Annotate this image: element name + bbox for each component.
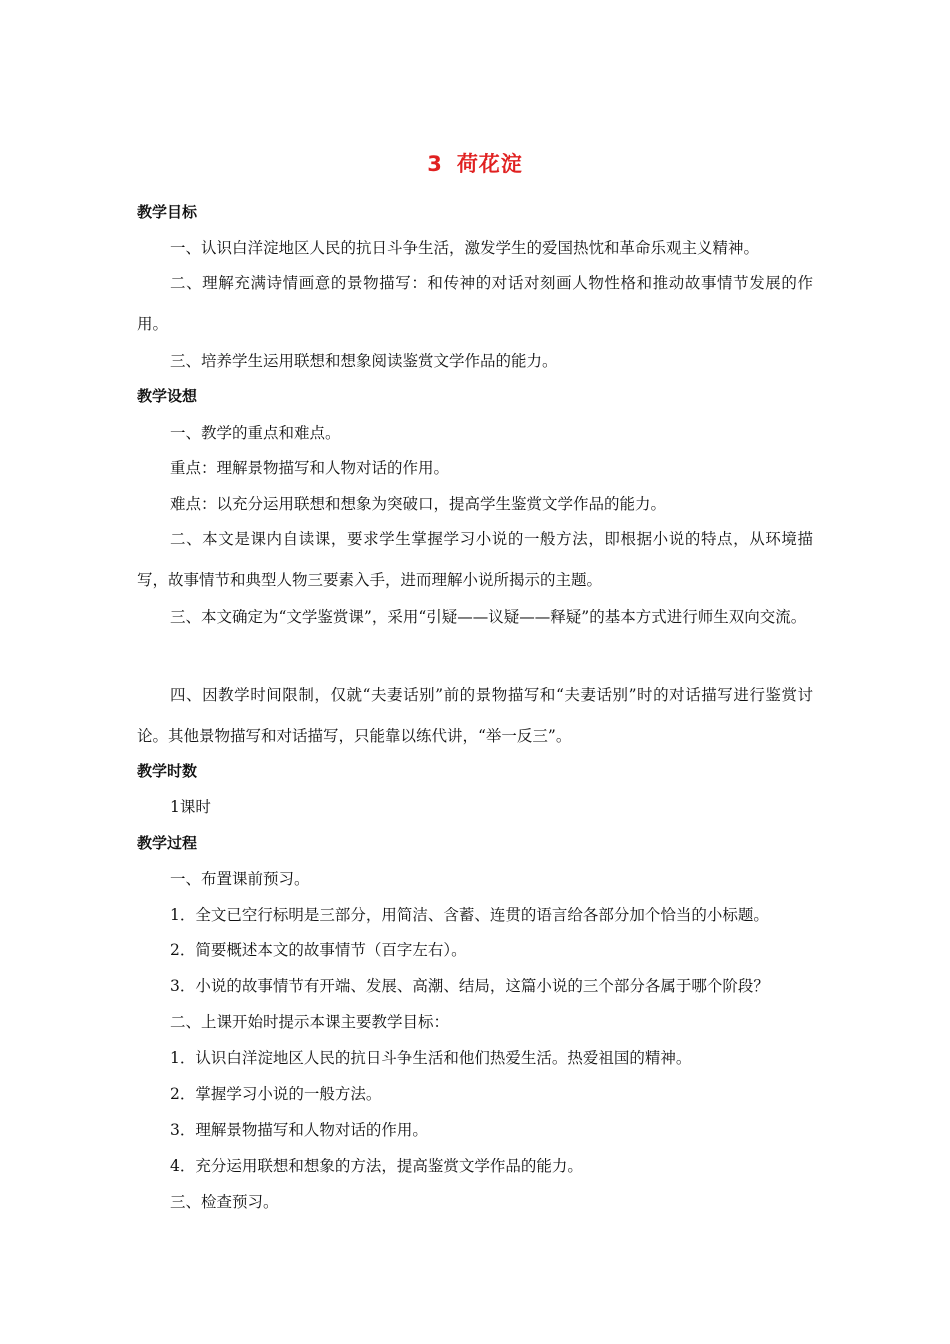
heading-teaching-process: 教学过程 (137, 834, 198, 852)
process-paragraph-1: 一、布置课前预习。 (170, 870, 310, 888)
heading-teaching-goals: 教学目标 (137, 203, 198, 221)
process-goal-1: 1．认识白洋淀地区人民的抗日斗争生活和他们热爱生活。热爱祖国的精神。 (170, 1049, 692, 1067)
lesson-title (0, 148, 950, 178)
process-paragraph-3: 三、检查预习。 (170, 1193, 279, 1211)
design-paragraph-4: 四、因教学时间限制，仅就“夫妻话别”前的景物描写和“夫妻话别”时的对话描写进行鉴赏讨论。其他景物描写和对话描写，只能靠以练代讲，“举一反三”。 (137, 686, 813, 745)
goal-paragraph-1: 一、认识白洋淀地区人民的抗日斗争生活，激发学生的爱国热忱和革命乐观主义精神。 (170, 239, 760, 257)
process-paragraph-2: 二、上课开始时提示本课主要教学目标： (170, 1013, 450, 1031)
lesson-title-text: 荷花淀 (456, 152, 523, 176)
goal-paragraph-2: 二、理解充满诗情画意的景物描写：和传神的对话对刻画人物性格和推动故事情节发展的作用。 (137, 274, 813, 333)
process-item-2: 2．简要概述本文的故事情节（百字左右）。 (170, 941, 467, 959)
design-paragraph-2: 二、本文是课内自读课，要求学生掌握学习小说的一般方法，即根据小说的特点，从环境描写，故事情节和典型人物三要素入手，进而理解小说所揭示的主题。 (137, 530, 813, 589)
design-paragraph-3: 三、本文确定为“文学鉴赏课”，采用“引疑——议疑——释疑”的基本方式进行师生双向交流。 (170, 608, 807, 626)
process-goal-3: 3．理解景物描写和人物对话的作用。 (170, 1121, 428, 1139)
process-goal-4: 4．充分运用联想和想象的方法，提高鉴赏文学作品的能力。 (170, 1157, 583, 1175)
heading-teaching-hours: 教学时数 (137, 762, 198, 780)
process-goal-2: 2．掌握学习小说的一般方法。 (170, 1085, 382, 1103)
process-item-1: 1．全文已空行标明是三部分，用简洁、含蓄、连贯的语言给各部分加个恰当的小标题。 (170, 906, 769, 924)
hours-value: 1课时 (170, 798, 211, 816)
process-item-3: 3．小说的故事情节有开端、发展、高潮、结局，这篇小说的三个部分各属于哪个阶段？ (170, 977, 769, 995)
design-difficult-point: 难点：以充分运用联想和想象为突破口，提高学生鉴赏文学作品的能力。 (170, 495, 667, 513)
lesson-number: 3 (427, 152, 443, 176)
design-key-point: 重点：理解景物描写和人物对话的作用。 (170, 459, 450, 477)
heading-teaching-design: 教学设想 (137, 387, 198, 405)
goal-paragraph-3: 三、培养学生运用联想和想象阅读鉴赏文学作品的能力。 (170, 352, 558, 370)
design-paragraph-1: 一、教学的重点和难点。 (170, 424, 341, 442)
